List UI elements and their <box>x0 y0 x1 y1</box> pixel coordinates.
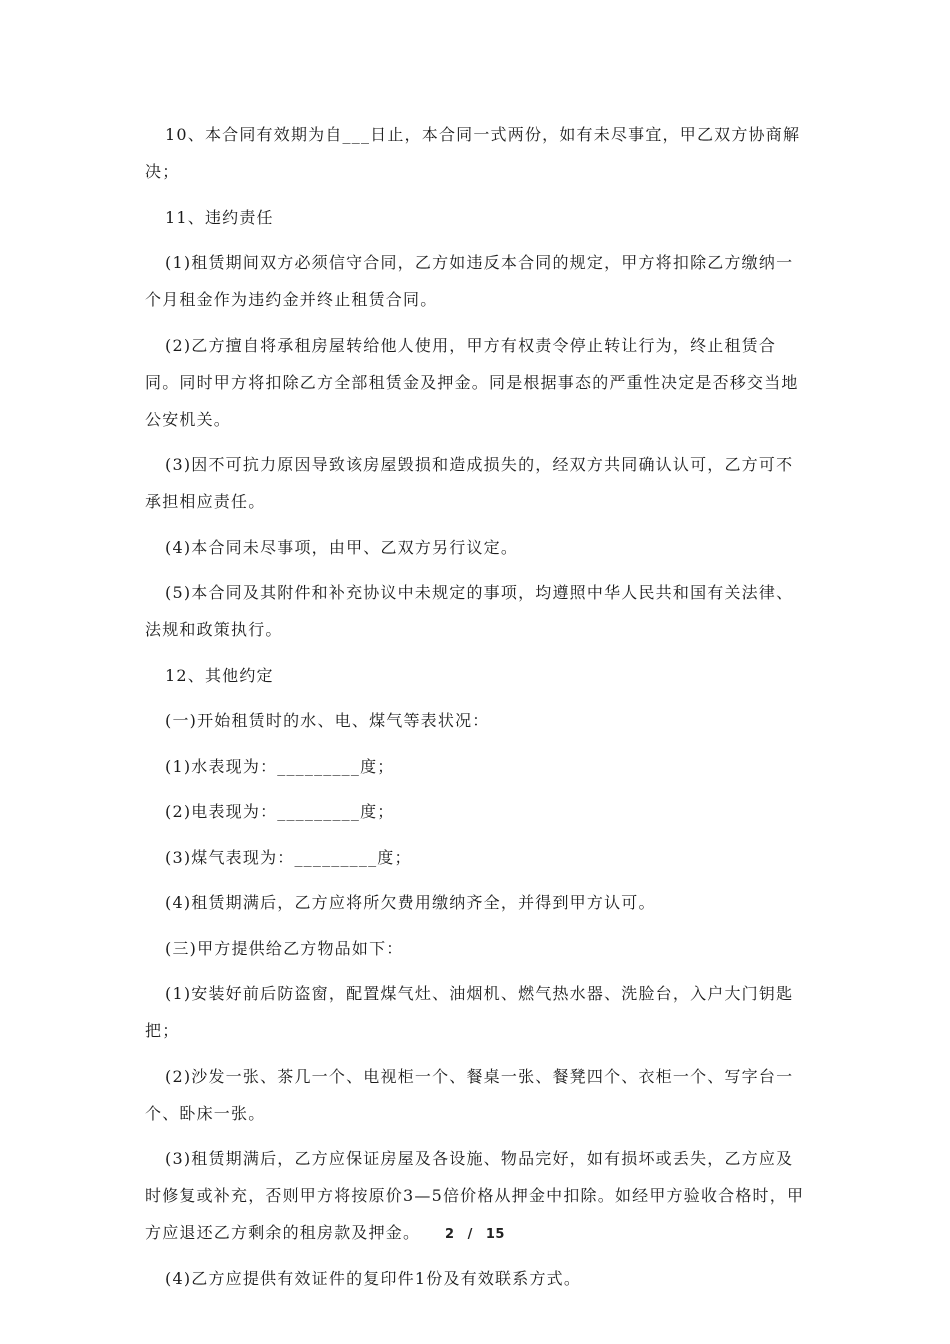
document-body <box>145 116 807 1305</box>
page-separator: / <box>467 1227 473 1242</box>
gas-meter-line: (3)煤气表现为：_________度； <box>165 847 412 867</box>
provided-item-1: (1)安装好前后防盗窗，配置煤气灶、油烟机、燃气热水器、洗脸台，入户大门钥匙把； <box>145 984 794 1040</box>
section-heading-other: 12、其他约定 <box>165 665 274 685</box>
breach-item-1: (1)租赁期间双方必须信守合同，乙方如违反本合同的规定，甲方将扣除乙方缴纳一个月租金作为违约金并终止租赁合同。 <box>145 253 794 309</box>
breach-item-3: (3)因不可抗力原因导致该房屋毁损和造成损失的，经双方共同确认认可，乙方可不承担相应责任。 <box>145 455 794 511</box>
breach-item-2: (2)乙方擅自将承租房屋转给他人使用，甲方有权责令停止转让行为，终止租赁合同。同时甲方将扣除乙方全部租赁金及押金。同是根据事态的严重性决定是否移交当地公安机关。 <box>145 335 799 429</box>
fees-settlement-line: (4)租赁期满后，乙方应将所欠费用缴纳齐全，并得到甲方认可。 <box>165 893 656 912</box>
total-pages-number: 15 <box>485 1227 505 1242</box>
electric-meter-line: (2)电表现为：_________度； <box>165 802 395 821</box>
breach-item-5: (5)本合同及其附件和补充协议中未规定的事项，均遵照中华人民共和国有关法律、法规和政策执行。 <box>145 583 794 639</box>
current-page-number: 2 <box>445 1227 455 1242</box>
water-meter-line: (1)水表现为：_________度； <box>165 756 395 776</box>
meter-status-heading: (一)开始租赁时的水、电、煤气等表状况： <box>165 711 490 730</box>
breach-item-4: (4)本合同未尽事项，由甲、乙双方另行议定。 <box>165 537 519 557</box>
provided-item-4: (4)乙方应提供有效证件的复印件1份及有效联系方式。 <box>165 1268 582 1288</box>
section-heading-breach: 11、违约责任 <box>165 207 274 227</box>
provided-item-3: (3)租赁期满后，乙方应保证房屋及各设施、物品完好，如有损坏或丢失，乙方应及时修复或补充，否则甲方将按原价3—5倍价格从押金中扣除。如经甲方验收合格时，甲方应退还乙方剩余的租房款及押金。 <box>145 1149 805 1242</box>
page-number <box>0 1227 950 1242</box>
clause-10-validity: 10、本合同有效期为自___日止，本合同一式两份，如有未尽事宜，甲乙双方协商解决； <box>145 125 801 181</box>
provided-item-2: (2)沙发一张、茶几一个、电视柜一个、餐桌一张、餐凳四个、衣柜一个、写字台一个、卧床一张。 <box>145 1066 794 1123</box>
provided-items-heading: (三)甲方提供给乙方物品如下： <box>165 938 404 958</box>
